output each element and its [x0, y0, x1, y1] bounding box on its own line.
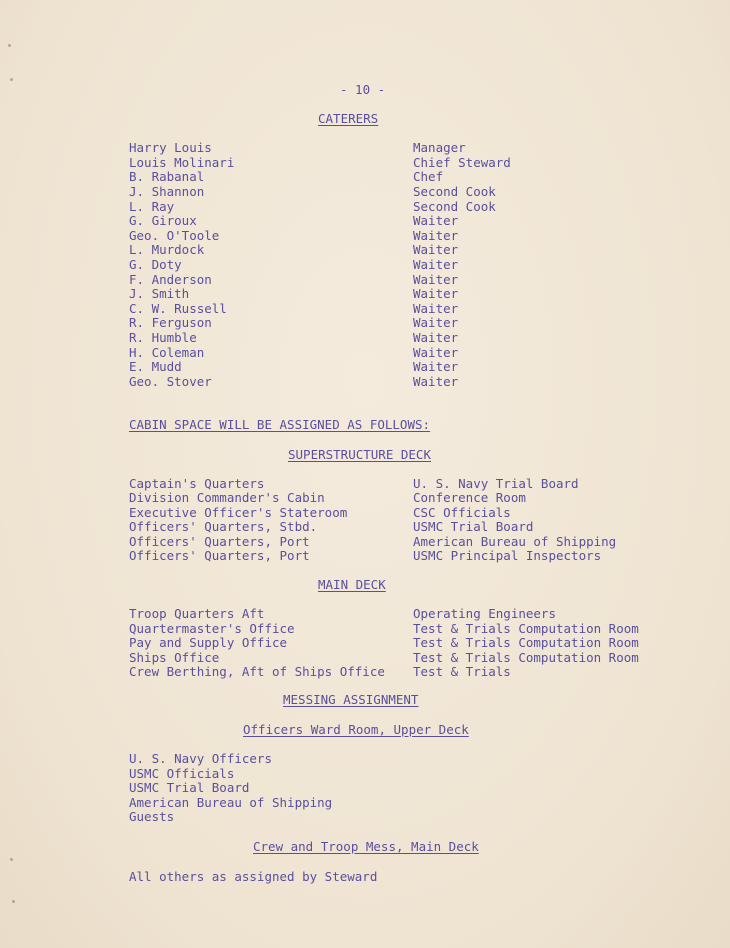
ward-room-item: U. S. Navy Officers: [129, 751, 272, 766]
caterer-name: G. Giroux: [129, 213, 197, 228]
caterer-name: L. Murdock: [129, 242, 205, 257]
caterer-role: Second Cook: [413, 184, 496, 199]
caterer-name: E. Mudd: [129, 359, 182, 374]
cabin-assignee: Conference Room: [413, 490, 526, 505]
caterer-role: Waiter: [413, 286, 459, 301]
caterer-role: Waiter: [413, 228, 459, 243]
caterer-name: B. Rabanal: [129, 169, 205, 184]
caterer-name: Louis Molinari: [129, 155, 235, 170]
caterer-role: Waiter: [413, 330, 459, 345]
caterer-name: R. Humble: [129, 330, 197, 345]
caterers-heading: CATERERS: [318, 111, 379, 126]
caterer-role: Waiter: [413, 359, 459, 374]
crew-mess-note: All others as assigned by Steward: [129, 869, 378, 884]
paper-speck: [10, 78, 13, 81]
cabin-space: Crew Berthing, Aft of Ships Office: [129, 664, 385, 679]
messing-heading: MESSING ASSIGNMENT: [283, 692, 419, 707]
cabin-assignee: USMC Principal Inspectors: [413, 548, 602, 563]
paper-speck: [12, 900, 15, 903]
cabin-assignee: CSC Officials: [413, 505, 511, 520]
cabin-assignee: U. S. Navy Trial Board: [413, 476, 579, 491]
paper-speck: [8, 44, 11, 47]
cabin-space: Ships Office: [129, 650, 220, 665]
cabin-assignee: Test & Trials Computation Room: [413, 621, 639, 636]
cabin-space: Division Commander's Cabin: [129, 490, 325, 505]
ward-room-item: American Bureau of Shipping: [129, 795, 333, 810]
caterer-role: Second Cook: [413, 199, 496, 214]
crew-mess-heading: Crew and Troop Mess, Main Deck: [253, 839, 479, 854]
caterer-role: Chef: [413, 169, 444, 184]
cabin-space: Officers' Quarters, Port: [129, 534, 310, 549]
cabin-assignee: Test & Trials: [413, 664, 511, 679]
cabin-space: Captain's Quarters: [129, 476, 265, 491]
caterer-role: Chief Steward: [413, 155, 511, 170]
cabin-space: Executive Officer's Stateroom: [129, 505, 348, 520]
cabin-space: Quartermaster's Office: [129, 621, 295, 636]
caterer-role: Waiter: [413, 242, 459, 257]
cabin-assignee: Test & Trials Computation Room: [413, 650, 639, 665]
main-deck-heading: MAIN DECK: [318, 577, 386, 592]
caterer-role: Waiter: [413, 213, 459, 228]
caterer-name: Harry Louis: [129, 140, 212, 155]
cabin-assignee: USMC Trial Board: [413, 519, 534, 534]
caterer-role: Waiter: [413, 272, 459, 287]
ward-room-item: USMC Officials: [129, 766, 235, 781]
cabin-assignee: Test & Trials Computation Room: [413, 635, 639, 650]
caterer-name: Geo. Stover: [129, 374, 212, 389]
cabin-space: Pay and Supply Office: [129, 635, 288, 650]
caterer-name: H. Coleman: [129, 345, 205, 360]
caterer-role: Waiter: [413, 374, 459, 389]
cabin-space: Troop Quarters Aft: [129, 606, 265, 621]
caterer-name: Geo. O'Toole: [129, 228, 220, 243]
ward-room-item: Guests: [129, 809, 175, 824]
cabin-assignee: American Bureau of Shipping: [413, 534, 617, 549]
caterer-name: F. Anderson: [129, 272, 212, 287]
caterer-role: Waiter: [413, 257, 459, 272]
caterer-name: C. W. Russell: [129, 301, 227, 316]
ward-room-heading: Officers Ward Room, Upper Deck: [243, 722, 469, 737]
cabin-space: Officers' Quarters, Stbd.: [129, 519, 318, 534]
paper-speck: [10, 858, 13, 861]
caterer-role: Waiter: [413, 345, 459, 360]
caterer-name: L. Ray: [129, 199, 175, 214]
caterer-name: J. Smith: [129, 286, 190, 301]
cabin-assignee: Operating Engineers: [413, 606, 556, 621]
page-number: - 10 -: [340, 82, 386, 97]
caterer-name: J. Shannon: [129, 184, 205, 199]
cabin-heading: CABIN SPACE WILL BE ASSIGNED AS FOLLOWS:: [129, 417, 431, 432]
caterer-role: Manager: [413, 140, 466, 155]
caterer-role: Waiter: [413, 301, 459, 316]
ward-room-item: USMC Trial Board: [129, 780, 250, 795]
caterer-role: Waiter: [413, 315, 459, 330]
cabin-space: Officers' Quarters, Port: [129, 548, 310, 563]
caterer-name: R. Ferguson: [129, 315, 212, 330]
superstructure-heading: SUPERSTRUCTURE DECK: [288, 447, 431, 462]
caterer-name: G. Doty: [129, 257, 182, 272]
